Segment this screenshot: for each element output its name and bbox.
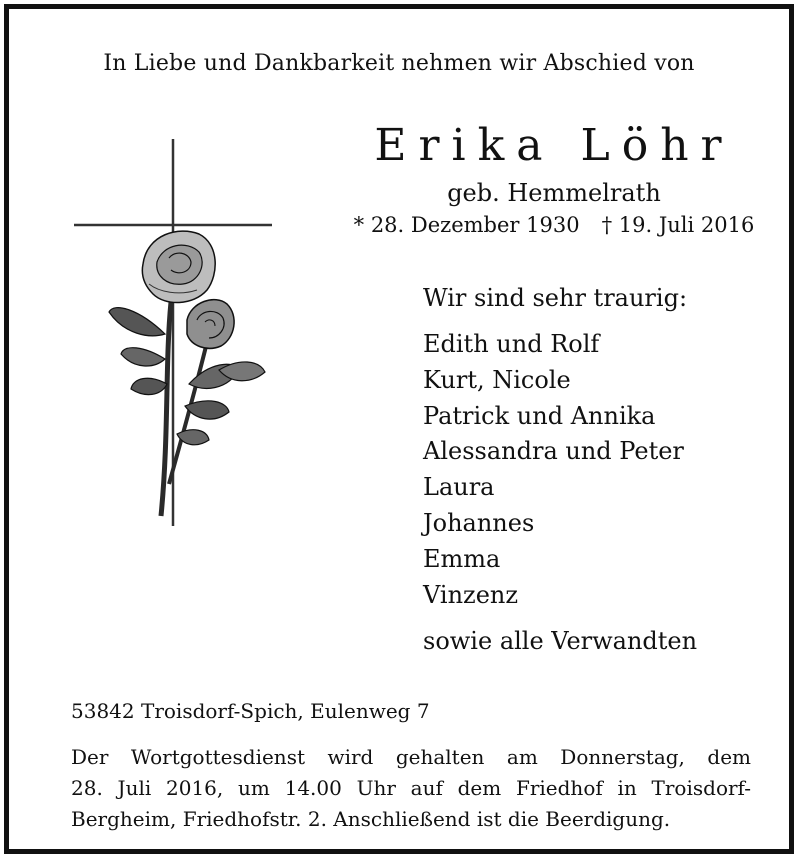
- life-dates: [334, 213, 774, 237]
- family-member: Laura: [423, 473, 495, 502]
- headline: In Liebe und Dankbarkeit nehmen wir Abschied von: [103, 51, 695, 76]
- service-details: [71, 742, 751, 835]
- family-member: Edith und Rolf: [423, 330, 600, 358]
- family-member: Johannes: [423, 508, 535, 537]
- family-member: Emma: [423, 544, 501, 573]
- address: 53842 Troisdorf-Spich, Eulenweg 7: [71, 699, 430, 723]
- family-member: Kurt, Nicole: [423, 365, 571, 394]
- obituary-notice: [4, 4, 794, 854]
- family-member: Vinzenz: [423, 580, 518, 609]
- birth-date: * 28. Dezember 1930: [353, 213, 580, 237]
- family-member: Patrick und Annika: [423, 401, 656, 430]
- family-member: Alessandra und Peter: [423, 437, 684, 466]
- service-line: Der Wortgottesdienst wird gehalten am Donnerstag, dem: [71, 745, 751, 769]
- service-line: Bergheim, Friedhofstr. 2. Anschließend ist die Beerdigung.: [71, 807, 671, 831]
- birth-name: geb. Hemmelrath: [447, 179, 661, 207]
- cross-with-roses-illustration: [69, 134, 279, 534]
- service-line: 28. Juli 2016, um 14.00 Uhr auf dem Friedhof in Troisdorf-: [71, 776, 751, 800]
- death-date: † 19. Juli 2016: [601, 213, 755, 237]
- relatives-line: sowie alle Verwandten: [423, 627, 698, 655]
- rose-icon: [109, 231, 265, 516]
- mourning-line: Wir sind sehr traurig:: [423, 284, 688, 312]
- family-list: [423, 327, 684, 613]
- deceased-name: Erika Löhr: [374, 120, 734, 171]
